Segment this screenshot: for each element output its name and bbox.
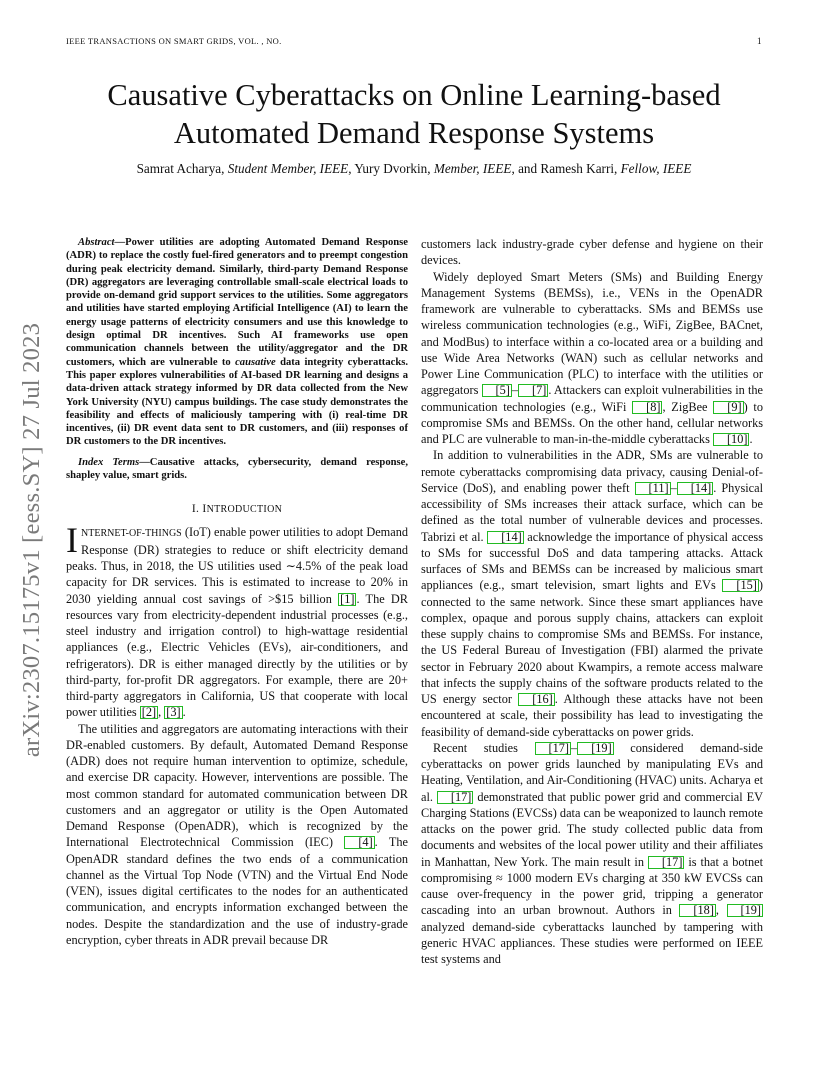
citation-link[interactable]: [19] [577, 742, 614, 755]
citation-link[interactable]: [17] [437, 791, 474, 804]
author-affiliation: Member, IEEE [433, 161, 512, 176]
citation-link[interactable]: [17] [648, 856, 685, 869]
author-name: , Yury Dvorkin, [348, 161, 434, 176]
page-number: 1 [757, 36, 762, 46]
body-paragraph: INTERNET-OF-THINGS (IoT) enable power utilities to adopt Demand Response (DR) strategies to reduce or shift electricity demand peaks. Thus, in 2018, the US utilities used ∼4.5% of the peak load capacity for DR services. This is estimated to increase to 20% in 2030 yielding annual cost savings of >$15 billion [1] . The DR resources vary from electricity-dependent industrial processes (e.g., steel industry and irrigation control) to high-wattage residential appliances (e.g., Electric Vehicles (EVs), air-conditioners, and refrigerators). DR is either managed directly by the utilities or by third-party, for-profit DR aggregators. For example, there are 20+ third-party aggregators in California, US that cooperate with local power utilities [2] , [3] . [66, 519, 409, 720]
body-paragraph: The utilities and aggregators are automating interactions with their DR-enabled customers. By default, Automated Demand Response (ADR) does not require human intervention to optimize, schedule, and exercise DR capacity. However, interventions are possible. The most common standard for automated communication between DR customers and an aggregator or utility is the Open Automated Demand Response (OpenADR), which is recognized by the International Electrotechnical Commission (IEC) [4] . The OpenADR standard defines the two ends of a communication channel as the Virtual Top Node (VTN) and the Virtual End Node (VEN), issues digital certificates to the nodes for an authenticated communication, and encrypts information exchanged between the nodes. Despite the standardization and the use of industry-grade encryption, cyber threats in ADR prevail because DR [66, 721, 409, 947]
running-header: IEEE TRANSACTIONS ON SMART GRIDS, VOL. , NO. [66, 36, 282, 46]
citation-link[interactable]: [17] [535, 742, 572, 755]
left-column [66, 236, 408, 948]
drop-cap: I [66, 519, 78, 560]
author-name: , and Ramesh Karri, [511, 161, 621, 176]
citation-link[interactable]: [8] [632, 401, 662, 414]
citation-link[interactable]: [15] [722, 579, 759, 592]
citation-link[interactable]: [3] [166, 705, 181, 720]
body-paragraph: Recent studies [17] – [19] considered demand-side cyberattacks on power grids launched by manipulating EVs and Heating, Ventilation, and Air-Conditioning (HVAC) units. Acharya et al. [17] demonstrated that public power grid and commercial EV Charging Stations (EVCSs) data can be weaponized to launch remote attacks on the power grid. The study collected public data from documents and websites of the local power utility and their affiliates in Manhattan, New York. The main result in [17] is that a botnet compromising ≈ 1000 modern EVs charging at 350 kW EVCSs can cause over-frequency in the power grid, tripping a generator cascading into an urban brownout. Authors in [18] , [19] analyzed demand-side cyberattacks launched by tampering with generic HVAC appliances. These studies were performed on IEEE test systems and [421, 740, 764, 966]
citation-link[interactable]: [10] [713, 433, 750, 446]
body-paragraph: Widely deployed Smart Meters (SMs) and Building Energy Management Systems (BEMSs), i.e., VENs in the OpenADR framework are vulnerable to cyberattacks. SMs and BEMSs use wireless communication technologies (e.g., WiFi, ZigBee, BACnet, and ModBus) to interface within a co-located area or a building and use Wide Area Networks (WAN) such as cellular networks and Power Line Communication (PLC) to interface with the utilities or aggregators [5] – [7] . Attackers can exploit vulnerabilities in the communication technologies (e.g., WiFi [8] , ZigBee [9] ) to compromise SMs and BEMSs. On the other hand, cellular networks and PLC are vulnerable to man-in-the-middle cyberattacks [10] . [421, 269, 764, 446]
citation-link[interactable]: [7] [518, 384, 548, 397]
citation-link[interactable]: [5] [482, 384, 512, 397]
citation-link[interactable]: [18] [679, 904, 716, 917]
index-terms-label: Index Terms [78, 456, 140, 468]
section-heading: I. INTRODUCTION [191, 502, 283, 516]
body-paragraph: customers lack industry-grade cyber defense and hygiene on their devices. [421, 237, 763, 268]
citation-link[interactable]: [14] [487, 531, 524, 544]
citation-link[interactable]: [4] [344, 836, 374, 849]
paper-title: Causative Cyberattacks on Online Learning-based Automated Demand Response Systems [107, 78, 721, 150]
citation-link[interactable]: [9] [713, 401, 743, 414]
abstract-label: Abstract [78, 237, 115, 248]
abstract: Abstract—Power utilities are adopting Automated Demand Response (ADR) to replace the costly fuel-fired generators and to preempt congestion during peak electricity demand. Similarly, third-party Demand Response (DR) aggregators are leveraging controllable small-scale electrical loads to provide on-demand grid support services to the utilities. Some aggregators and utilities have started employing Artificial Intelligence (AI) to learn the energy usage patterns of electricity consumers and use this knowledge to design optimal DR incentives. Such AI frameworks use open communication channels between the utility/aggregator and the DR customers, which are vulnerable to causative data integrity cyberattacks. This paper explores vulnerabilities of AI-based DR learning and designs a data-driven attack strategy informed by DR data collected from the New York University (NYU) campus buildings. The case study demonstrates the feasibility and effects of maliciously tampering with (i) real-time DR incentives, (ii) DR event data sent to DR customers, and (iii) responses of DR customers to the DR incentives. [66, 237, 408, 448]
right-column [421, 236, 763, 967]
body-paragraph: In addition to vulnerabilities in the ADR, SMs are vulnerable to remote cyberattacks compromising data privacy, causing Denial-of-Service (DoS), and enabling power theft [11] – [14] . Physical accessibility of SMs increases their attack surface, which can be defined as the total number of vulnerable devices and processes. Tabrizi et al. [14] acknowledge the importance of physical access to SMs for successful DoS and data tampering attacks. Attack surfaces of SMs and BEMSs can be increased by malicious smart appliances (e.g., smart television, smart lights and EVs [15] ) connected to the same network. Since these smart appliances have complex, opaque and porous supply chains, attackers can exploit these supply chains to compromise SMs and BEMSs. For instance, the US Federal Bureau of Investigation (FBI) alarmed the private sector in February 2020 about Kwampirs, a remote access malware that infects the supply chains of the software products related to the US energy sector [16] . Although these attacks have not been encountered at scale, their possibility has lead to investigating the feasibility of demand-side cyberattacks on power grids. [421, 448, 763, 739]
citation-link[interactable]: [1] [340, 591, 355, 606]
arxiv-sidebar [6, 290, 58, 790]
citation-link[interactable]: [14] [677, 482, 714, 495]
citation-link[interactable]: [19] [727, 904, 764, 917]
author-line [66, 161, 762, 177]
index-terms: Index Terms—Causative attacks, cybersecurity, demand response, shapley value, smart grids. [66, 456, 408, 482]
citation-link[interactable]: [2] [141, 705, 157, 720]
author-affiliation: Fellow, IEEE [620, 161, 692, 176]
arxiv-identifier: arXiv:2307.15175v1 [eess.SY] 27 Jul 2023 [18, 322, 45, 758]
author-name: Samrat Acharya, [136, 161, 228, 176]
citation-link[interactable]: [16] [518, 693, 555, 706]
author-affiliation: Student Member, IEEE [227, 161, 349, 176]
citation-link[interactable]: [11] [635, 482, 671, 495]
